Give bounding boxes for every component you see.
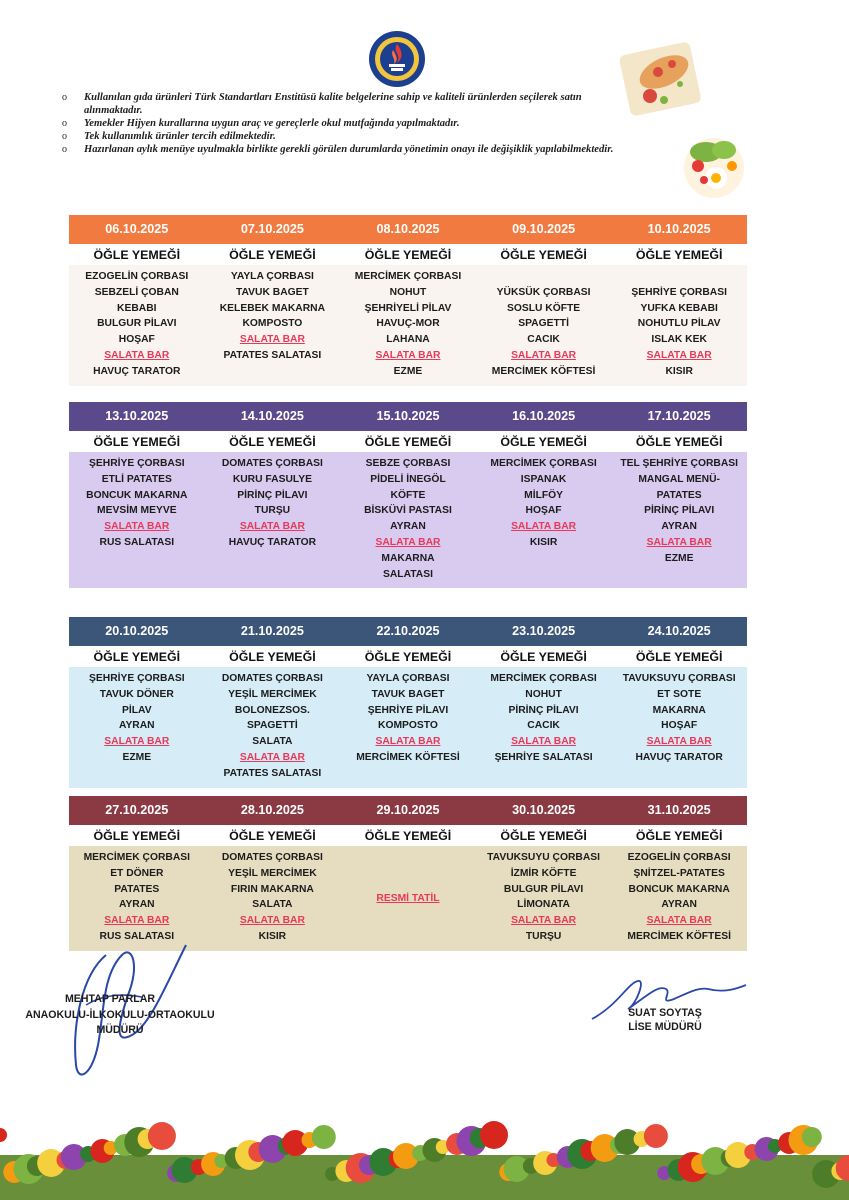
menu-item: TAVUKSUYU ÇORBASI (487, 852, 601, 863)
salad-bar-item: SALATA BAR (239, 334, 305, 346)
menu-item: NOHUTLU PİLAV (637, 318, 721, 330)
menu-cell (205, 846, 341, 951)
menu-item: SPAGETTİ (518, 318, 569, 330)
menu-item: YUFKA KEBABI (640, 302, 718, 314)
date-header-row (69, 617, 747, 646)
menu-item: HAVUÇ TARATOR (93, 365, 181, 377)
menu-item: SEBZE ÇORBASI (365, 458, 451, 469)
menu-item: ETLİ PATATES (101, 473, 172, 485)
vegetable-shape (644, 1124, 668, 1148)
menu-item: BONCUK MAKARNA (628, 883, 730, 895)
meal-label: ÖĞLE YEMEĞİ (635, 248, 723, 262)
menu-body-row (69, 452, 747, 588)
date-cell: 09.10.2025 (512, 222, 576, 236)
menu-item: ISPANAK (520, 473, 567, 485)
meal-label: ÖĞLE YEMEĞİ (364, 248, 452, 262)
date-cell: 31.10.2025 (647, 803, 711, 817)
salad-bar-item: SALATA BAR (646, 915, 712, 927)
menu-item: TAVUK DÖNER (99, 688, 174, 700)
signature-left-name: MEHTAP PARLAR (64, 993, 156, 1005)
salad-bar-item: SALATA BAR (375, 536, 441, 548)
menu-item: TEL ŞEHRİYE ÇORBASI (620, 458, 738, 469)
signature-right-name: SUAT SOYTAŞ (628, 1007, 702, 1019)
menu-item: KURU FASULYE (232, 473, 312, 485)
menu-item: MAKARNA (652, 704, 706, 716)
salad-bar-item: SALATA BAR (239, 521, 305, 533)
meal-label: ÖĞLE YEMEĞİ (229, 829, 316, 843)
meal-label-row (69, 244, 747, 265)
date-cell: 27.10.2025 (105, 803, 169, 817)
menu-item: MERCİMEK ÇORBASI (354, 271, 462, 282)
salad-bar-item: SALATA BAR (375, 349, 441, 361)
date-cell: 21.10.2025 (240, 624, 304, 638)
menu-cell (69, 265, 205, 386)
menu-item: TAVUK BAGET (235, 286, 309, 298)
menu-item: ŞNİTZEL-PATATES (633, 867, 725, 879)
meal-label: ÖĞLE YEMEĞİ (635, 435, 723, 449)
meal-label: ÖĞLE YEMEĞİ (364, 650, 452, 664)
menu-cell (340, 846, 476, 951)
salad-bar-item: SALATA BAR (511, 915, 577, 927)
salad-bar-item: SALATA BAR (511, 521, 577, 533)
menu-item: TURŞU (525, 930, 562, 942)
signature-left-title: ANAOKULU-İLKOKULU-ORTAOKULU MÜDÜRÜ (25, 1009, 215, 1036)
menu-item: MAKARNA (381, 552, 435, 564)
menu-item: AYRAN (661, 521, 697, 533)
date-header-row (69, 796, 747, 825)
menu-item: ŞEHRİYE PİLAVI (367, 704, 449, 716)
week-table-1 (69, 215, 747, 386)
menu-cell (205, 452, 341, 588)
menu-cell (340, 265, 476, 386)
menu-item: BULGUR PİLAVI (503, 883, 584, 895)
meal-label-row (69, 825, 747, 846)
week-table-2 (69, 402, 747, 588)
menu-body-row (69, 265, 747, 386)
menu-item: ŞEHRİYELİ PİLAV (364, 302, 452, 314)
menu-item: SEBZELİ ÇOBAN (94, 286, 179, 298)
date-cell: 29.10.2025 (376, 803, 440, 817)
date-cell: 07.10.2025 (240, 222, 304, 236)
date-cell: 20.10.2025 (105, 624, 169, 638)
menu-item: HAVUÇ TARATOR (635, 751, 723, 763)
menu-item: CACIK (527, 334, 560, 346)
menu-item: HAVUÇ TARATOR (228, 536, 317, 548)
note-item: o Tek kullanımlık ürünler tercih edilmektedir. (62, 130, 276, 142)
menu-item: PATATES (656, 489, 702, 501)
meal-label: ÖĞLE YEMEĞİ (635, 829, 723, 843)
menu-cell (476, 452, 612, 588)
menu-item: EZME (122, 751, 152, 763)
menu-item: ISLAK KEK (651, 334, 707, 346)
menu-item: KELEBEK MAKARNA (219, 302, 326, 314)
meal-label: ÖĞLE YEMEĞİ (93, 829, 181, 843)
menu-item: EZME (664, 552, 694, 564)
date-cell: 17.10.2025 (647, 409, 711, 423)
vegetable-shape (312, 1125, 336, 1149)
vegetable-shape (148, 1122, 176, 1150)
menu-item: KEBABI (117, 302, 157, 314)
menu-item: ŞEHRİYE SALATASI (494, 751, 593, 763)
menu-item: SALATASI (383, 568, 433, 580)
menu-item: PİDELİ İNEGÖL (370, 473, 446, 485)
menu-item: ET SOTE (657, 688, 702, 700)
meal-label: ÖĞLE YEMEĞİ (93, 435, 181, 449)
menu-item: AYRAN (661, 899, 697, 911)
menu-item: EZME (393, 365, 423, 377)
menu-item: PATATES SALATASI (223, 349, 322, 361)
menu-item: AYRAN (118, 899, 155, 911)
menu-item: ET DÖNER (110, 867, 164, 879)
menu-item: SOSLU KÖFTE (506, 302, 581, 314)
meal-label: ÖĞLE YEMEĞİ (500, 650, 587, 664)
menu-item: MERCİMEK ÇORBASI (490, 458, 597, 469)
meal-label: ÖĞLE YEMEĞİ (229, 650, 316, 664)
menu-item: BOLONEZSOS. (234, 704, 310, 716)
menu-item: MERCİMEK KÖFTESİ (627, 930, 731, 942)
holiday-label: RESMİ TATİL (376, 892, 440, 904)
menu-item: DOMATES ÇORBASI (221, 458, 323, 469)
salad-bar-item: SALATA BAR (239, 915, 305, 927)
menu-item: LAHANA (386, 334, 430, 346)
date-cell: 28.10.2025 (240, 803, 304, 817)
menu-item: FIRIN MAKARNA (230, 883, 314, 895)
date-cell: 24.10.2025 (647, 624, 711, 638)
menu-item: ŞEHRİYE ÇORBASI (89, 458, 185, 469)
menu-item: PİLAV (122, 704, 152, 716)
meal-label: ÖĞLE YEMEĞİ (93, 650, 181, 664)
note-item: o Yemekler Hijyen kurallarına uygun araç ve gereçlerle okul mutfağında yapılmaktadır. (62, 117, 460, 129)
meal-label: ÖĞLE YEMEĞİ (500, 829, 587, 843)
salad-bar-item: SALATA BAR (104, 736, 170, 748)
menu-item: MERCİMEK ÇORBASI (83, 852, 190, 863)
menu-item: SALATA (252, 736, 293, 748)
week-table-4 (69, 796, 747, 951)
meal-label: ÖĞLE YEMEĞİ (500, 248, 587, 262)
school-logo (368, 30, 426, 88)
menu-cell (611, 846, 747, 951)
menu-item: MERCİMEK KÖFTESİ (356, 751, 460, 763)
menu-item: KOMPOSTO (378, 720, 438, 732)
date-cell: 08.10.2025 (376, 222, 440, 236)
menu-item: TAVUK BAGET (371, 688, 445, 700)
menu-item: NOHUT (389, 286, 427, 298)
vegetable-border-image (0, 1115, 849, 1200)
menu-cell (476, 667, 612, 788)
date-cell: 13.10.2025 (105, 409, 169, 423)
menu-cell (476, 846, 612, 951)
menu-item: ŞEHRİYE ÇORBASI (89, 673, 185, 684)
date-cell: 06.10.2025 (105, 222, 169, 236)
meal-label: ÖĞLE YEMEĞİ (635, 650, 723, 664)
salad-bar-item: SALATA BAR (511, 349, 577, 361)
menu-item: BİSKÜVİ PASTASI (364, 505, 452, 517)
menu-item: YEŞİL MERCİMEK (228, 867, 317, 879)
menu-item: TAVUKSUYU ÇORBASI (622, 673, 736, 684)
menu-item: MERCİMEK KÖFTESİ (491, 365, 596, 377)
meal-label: ÖĞLE YEMEĞİ (364, 829, 452, 843)
menu-item: AYRAN (390, 521, 426, 533)
meal-label: ÖĞLE YEMEĞİ (229, 435, 316, 449)
menu-cell (340, 452, 476, 588)
menu-cell (205, 667, 341, 788)
meal-label: ÖĞLE YEMEĞİ (229, 248, 316, 262)
menu-item: KISIR (258, 930, 287, 942)
meal-label: ÖĞLE YEMEĞİ (364, 435, 452, 449)
date-cell: 23.10.2025 (512, 624, 576, 638)
menu-item: PİRİNÇ PİLAVI (644, 505, 715, 517)
date-cell: 15.10.2025 (376, 409, 440, 423)
menu-item: EZOGELİN ÇORBASI (627, 852, 731, 863)
date-header-row (69, 215, 747, 244)
menu-item: NOHUT (525, 688, 562, 700)
date-header-row (69, 402, 747, 431)
menu-item: YÜKSÜK ÇORBASI (496, 286, 591, 298)
menu-item: DOMATES ÇORBASI (221, 852, 323, 863)
menu-cell (611, 667, 747, 788)
menu-item: PİRİNÇ PİLAVI (508, 704, 579, 716)
note-item: o Hazırlanan aylık menüye uyulmakla birlikte gerekli görülen durumlarda yönetimin onayı ile değişiklik yapılabilmektedir. (62, 143, 614, 155)
menu-cell (340, 667, 476, 788)
meal-label-row (69, 431, 747, 452)
menu-item: BONCUK MAKARNA (86, 489, 188, 501)
salad-bar-item: SALATA BAR (511, 736, 577, 748)
menu-item: ŞEHRİYE ÇORBASI (631, 286, 727, 298)
menu-item: BULGUR PİLAVI (97, 318, 177, 330)
menu-item: YEŞİL MERCİMEK (228, 688, 317, 700)
menu-item: LİMONATA (517, 899, 570, 911)
date-cell: 10.10.2025 (647, 222, 711, 236)
menu-item: HOŞAF (661, 720, 698, 732)
vegetable-shape (0, 1128, 7, 1142)
meal-label-row (69, 646, 747, 667)
menu-item: KÖFTE (390, 489, 426, 501)
salad-bar-item: SALATA BAR (646, 736, 712, 748)
date-cell: 14.10.2025 (240, 409, 304, 423)
menu-body-row (69, 667, 747, 788)
menu-item: HOŞAF (118, 334, 155, 346)
menu-item (611, 269, 747, 285)
menu-item: TURŞU (254, 505, 291, 517)
date-cell: 22.10.2025 (376, 624, 440, 638)
menu-item: SPAGETTİ (247, 720, 298, 732)
meal-label: ÖĞLE YEMEĞİ (500, 435, 587, 449)
week-table-3 (69, 617, 747, 788)
vegetable-shape (480, 1121, 508, 1149)
menu-item: PATATES (114, 883, 160, 895)
date-cell: 16.10.2025 (512, 409, 576, 423)
menu-item: YAYLA ÇORBASI (366, 673, 450, 684)
info-notes (62, 92, 622, 157)
menu-item: HAVUÇ-MOR (376, 318, 440, 330)
menu-cell (69, 452, 205, 588)
menu-item: MEVSİM MEYVE (97, 505, 177, 517)
menu-item: AYRAN (118, 720, 155, 732)
menu-item: SALATA (252, 899, 293, 911)
menu-item (476, 269, 612, 285)
menu-item: PİRİNÇ PİLAVI (237, 489, 308, 501)
menu-item: RUS SALATASI (99, 536, 175, 548)
salad-bar-item: SALATA BAR (104, 915, 170, 927)
menu-item: YAYLA ÇORBASI (230, 271, 314, 282)
note-item: o Kullanılan gıda ürünleri Türk Standartları Enstitüsü kalite belgelerine sahip ve kaliteli ürünlerden seçilerek satın alınmaktadır. (62, 92, 582, 116)
menu-item: MANGAL MENÜ- (638, 473, 720, 485)
salad-bar-item: SALATA BAR (239, 751, 305, 763)
salad-bar-item: SALATA BAR (646, 349, 712, 361)
salad-bar-item: SALATA BAR (104, 349, 170, 361)
menu-cell (69, 667, 205, 788)
food-plate-image (620, 38, 702, 118)
menu-cell (205, 265, 341, 386)
menu-item: DOMATES ÇORBASI (221, 673, 323, 684)
menu-cell (611, 265, 747, 386)
menu-item: MERCİMEK ÇORBASI (490, 673, 597, 684)
meal-label: ÖĞLE YEMEĞİ (93, 248, 181, 262)
vegetable-shape (802, 1127, 822, 1147)
menu-item: MİLFÖY (524, 489, 564, 501)
menu-item: EZOGELİN ÇORBASI (85, 271, 189, 282)
date-cell: 30.10.2025 (512, 803, 576, 817)
food-bowl-image (678, 122, 748, 202)
menu-cell (476, 265, 612, 386)
signature-right-title: LİSE MÜDÜRÜ (628, 1021, 702, 1033)
salad-bar-item: SALATA BAR (104, 521, 170, 533)
menu-item: CACIK (527, 720, 560, 732)
menu-item: RUS SALATASI (99, 930, 175, 942)
menu-item: PATATES SALATASI (223, 767, 322, 779)
salad-bar-item: SALATA BAR (375, 736, 441, 748)
menu-item: KOMPOSTO (242, 318, 303, 330)
menu-cell (611, 452, 747, 588)
menu-item: KISIR (529, 536, 558, 548)
menu-item: KISIR (665, 365, 693, 377)
salad-bar-item: SALATA BAR (646, 536, 712, 548)
menu-item: HOŞAF (525, 505, 562, 517)
menu-item: İZMİR KÖFTE (510, 867, 577, 879)
